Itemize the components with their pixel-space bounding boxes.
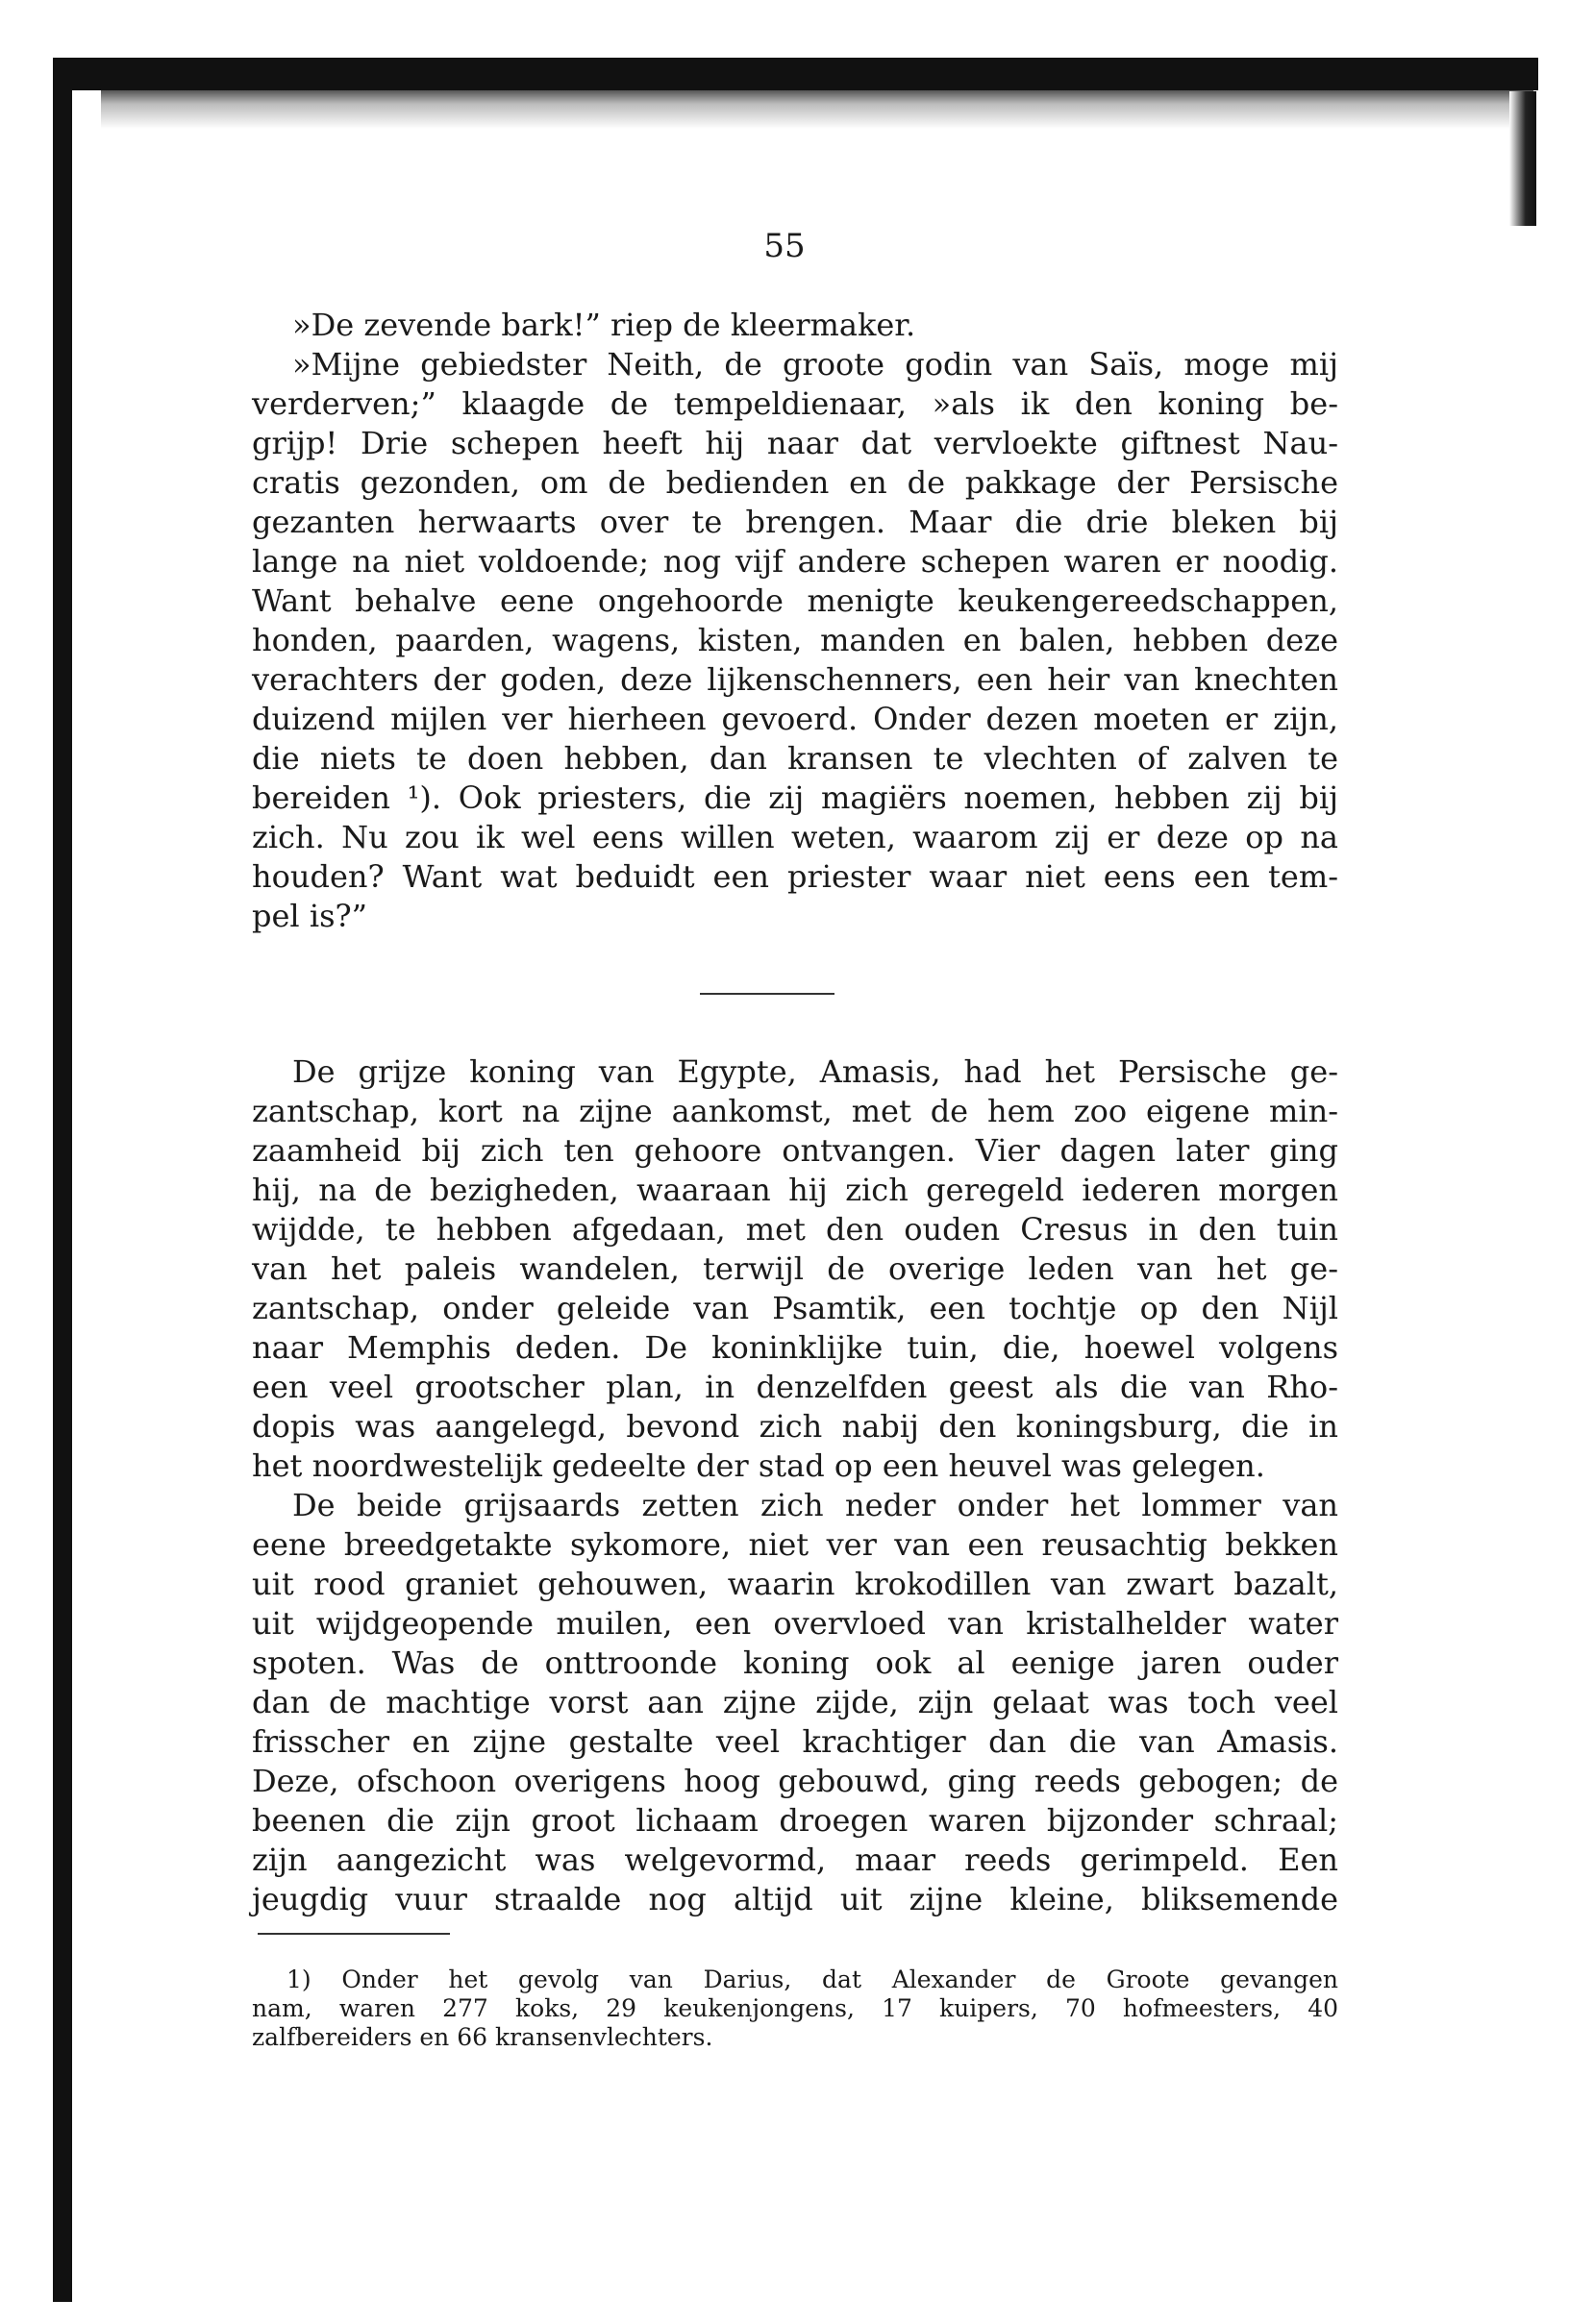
- scan-shadow-right: [1509, 91, 1536, 226]
- text-line: zich. Nu zou ik wel eens willen weten, waarom zij er deze op na: [252, 819, 1338, 855]
- text-line: zantschap, kort na zijne aankomst, met de hem zoo eigene min-: [252, 1093, 1338, 1129]
- text-line: grijp! Drie schepen heeft hij naar dat vervloekte giftnest Nau-: [252, 425, 1338, 461]
- scan-shadow-fade: [101, 90, 1533, 129]
- text-line: hij, na de bezigheden, waaraan hij zich geregeld iederen morgen: [252, 1172, 1338, 1208]
- text-line: beenen die zijn groot lichaam droegen waren bijzonder schraal;: [252, 1802, 1338, 1839]
- scan-shadow-top: [53, 58, 1538, 90]
- text-line: Deze, ofschoon overigens hoog gebouwd, ging reeds gebogen; de: [252, 1763, 1338, 1799]
- text-line: pel is?”: [252, 898, 367, 934]
- paragraph-description: [252, 1486, 1338, 1919]
- text-line: eene breedgetakte sykomore, niet ver van een reusachtig bekken: [252, 1526, 1338, 1563]
- text-line: dopis was aangelegd, bevond zich nabij den koningsburg, die in: [252, 1408, 1338, 1445]
- text-line: »De zevende bark!” riep de kleermaker.: [292, 307, 916, 343]
- text-line: spoten. Was de onttroonde koning ook al eenige jaren ouder: [252, 1644, 1338, 1681]
- text-line: Want behalve eene ongehoorde menigte keukengereedschappen,: [252, 582, 1338, 619]
- text-line: die niets te doen hebben, dan kransen te vlechten of zalven te: [252, 740, 1338, 777]
- footnote-line: 1) Onder het gevolg van Darius, dat Alexander de Groote gevangen: [286, 1966, 1338, 1993]
- footnote-line: nam, waren 277 koks, 29 keukenjongens, 17 kuipers, 70 hofmeesters, 40: [252, 1994, 1338, 2022]
- footnote-divider: [258, 1933, 450, 1935]
- text-line: De beide grijsaards zetten zich neder onder het lommer van: [292, 1487, 1338, 1523]
- text-line: honden, paarden, wagens, kisten, manden en balen, hebben deze: [252, 622, 1338, 658]
- paragraph-dialogue: [252, 306, 1338, 936]
- text-line: bereiden ¹). Ook priesters, die zij magiërs noemen, hebben zij bij: [252, 779, 1338, 816]
- text-line: dan de machtige vorst aan zijne zijde, zijn gelaat was toch veel: [252, 1684, 1338, 1720]
- text-line: houden? Want wat beduidt een priester waar niet eens een tem-: [252, 858, 1338, 895]
- text-line: het noordwestelijk gedeelte der stad op een heuvel was gelegen.: [252, 1447, 1265, 1484]
- text-line: »Mijne gebiedster Neith, de groote godin van Saïs, moge mij: [292, 346, 1338, 383]
- text-line: naar Memphis deden. De koninklijke tuin, die, hoewel volgens: [252, 1329, 1338, 1366]
- section-divider: [700, 993, 834, 995]
- text-line: van het paleis wandelen, terwijl de overige leden van het ge-: [252, 1250, 1338, 1287]
- text-line: gezanten herwaarts over te brengen. Maar die drie bleken bij: [252, 504, 1338, 540]
- text-line: lange na niet voldoende; nog vijf andere schepen waren er noodig.: [252, 543, 1338, 580]
- text-line: wijdde, te hebben afgedaan, met den ouden Cresus in den tuin: [252, 1211, 1338, 1248]
- text-line: zaamheid bij zich ten gehoore ontvangen. Vier dagen later ging: [252, 1132, 1338, 1169]
- text-line: een veel grootscher plan, in denzelfden geest als die van Rho-: [252, 1369, 1338, 1405]
- paragraph-narrative: [252, 1052, 1338, 1486]
- text-line: zijn aangezicht was welgevormd, maar reeds gerimpeld. Een: [252, 1842, 1338, 1878]
- text-line: verachters der goden, deze lijkenschenners, een heir van knechten: [252, 661, 1338, 698]
- text-line: jeugdig vuur straalde nog altijd uit zijne kleine, bliksemende: [252, 1881, 1338, 1917]
- footnote: [252, 1966, 1338, 2052]
- text-line: zantschap, onder geleide van Psamtik, een tochtje op den Nijl: [252, 1290, 1338, 1326]
- text-line: verderven;” klaagde de tempeldienaar, »als ik den koning be-: [252, 385, 1338, 422]
- text-line: uit wijdgeopende muilen, een overvloed van kristalhelder water: [252, 1605, 1338, 1642]
- scan-shadow-left: [53, 58, 72, 2302]
- text-line: De grijze koning van Egypte, Amasis, had het Persische ge-: [292, 1053, 1338, 1090]
- footnote-line: zalfbereiders en 66 kransenvlechters.: [252, 2023, 713, 2051]
- text-line: duizend mijlen ver hierheen gevoerd. Onder dezen moeten er zijn,: [252, 701, 1338, 737]
- text-line: cratis gezonden, om de bedienden en de pakkage der Persische: [252, 464, 1338, 501]
- text-line: uit rood graniet gehouwen, waarin krokodillen van zwart bazalt,: [252, 1566, 1338, 1602]
- text-line: frisscher en zijne gestalte veel krachtiger dan die van Amasis.: [252, 1723, 1338, 1760]
- page-number: 55: [763, 227, 806, 265]
